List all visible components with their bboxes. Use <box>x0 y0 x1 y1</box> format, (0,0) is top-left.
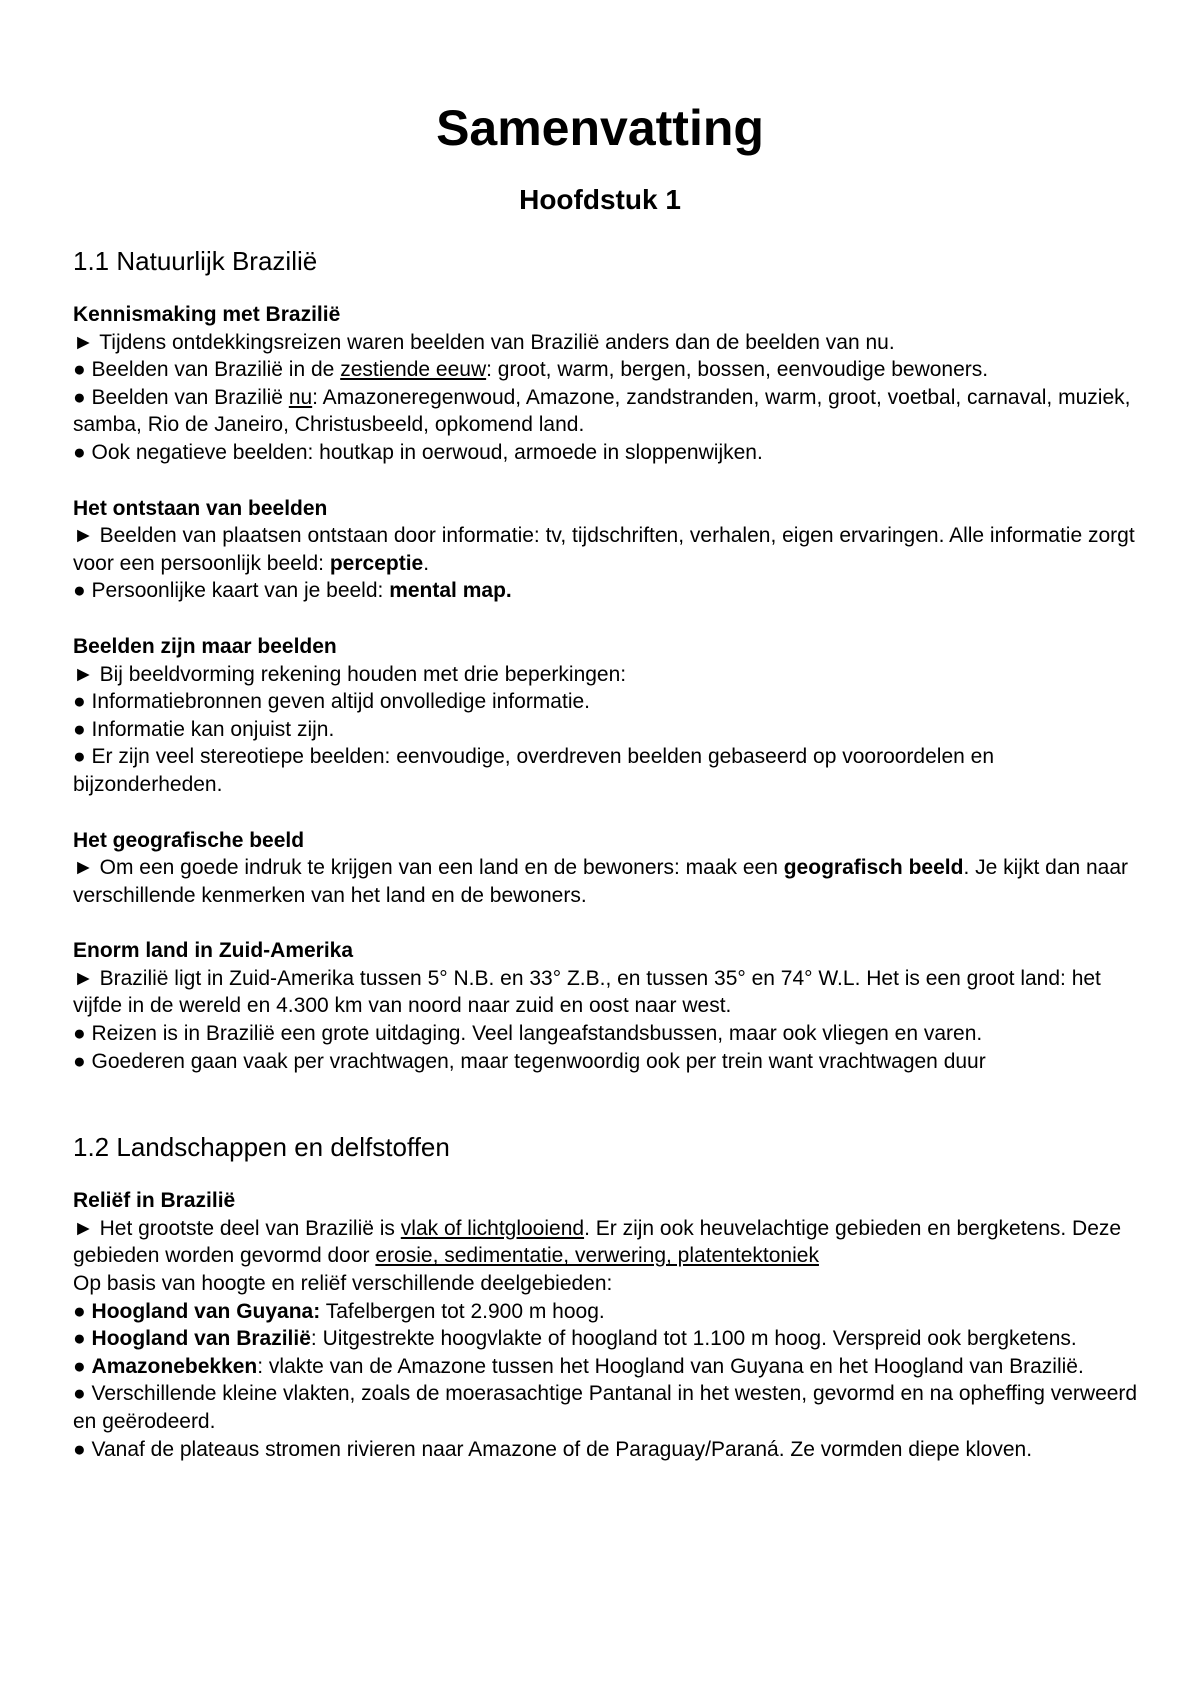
underlined-text: erosie, sedimentatie, verwering, platentektoniek <box>375 1244 819 1268</box>
bold-term: mental map. <box>389 579 512 603</box>
text-run: : Amazoneregenwoud, Amazone, zandstranden, warm, groot, voetbal, carnaval, muziek, samba, Rio de Janeiro, Christusbeeld, opkomend land. <box>73 385 1131 437</box>
paragraph: ● Reizen is in Brazilië een grote uitdaging. Veel langeafstandsbussen, maar ook vliegen en varen. <box>73 1022 983 1046</box>
subsection-heading: Het geografische beeld <box>73 828 305 852</box>
paragraph <box>73 854 1143 909</box>
text-run: Tafelbergen tot 2.900 m hoog. <box>320 1299 605 1323</box>
paragraph <box>73 1353 1143 1381</box>
subsection-beperkingen <box>73 633 1143 799</box>
paragraph: ► Brazilië ligt in Zuid-Amerika tussen 5° N.B. en 33° Z.B., en tussen 35° en 74° W.L. Het is een groot land: het vijfde in de wereld en 4.300 km van noord naar zuid en oost naar west. <box>73 966 1101 1018</box>
page-title: Samenvatting <box>436 100 764 156</box>
text-run: ● Beelden van Brazilië in de <box>73 358 341 382</box>
text-run: : groot, warm, bergen, bossen, eenvoudige bewoners. <box>486 358 989 382</box>
bold-term: perceptie <box>329 551 424 575</box>
paragraph: ● Informatie kan onjuist zijn. <box>73 717 335 741</box>
paragraph: Op basis van hoogte en reliëf verschillende deelgebieden: <box>73 1272 613 1296</box>
document-body <box>73 245 1143 1491</box>
paragraph <box>73 1325 1143 1353</box>
text-run: . Je kijkt dan naar verschillende kenmerken van het land en de bewoners. <box>73 856 1129 907</box>
text-run: ● Beelden van Brazilië <box>73 385 289 409</box>
subsection-geografisch <box>73 827 1143 910</box>
paragraph <box>73 356 1143 384</box>
bold-term: Hoogland van Brazilië <box>91 1327 311 1351</box>
text-run: . Er zijn ook heuvelachtige gebieden en bergketens. Deze gebieden worden gevormd door <box>73 1216 1122 1268</box>
section-heading-1-1: 1.1 Natuurlijk Brazilië <box>73 246 318 276</box>
subsection-relief <box>73 1187 1143 1463</box>
text-run: : Uitgestrekte hoogvlakte of hoogland tot 1.100 m hoog. Verspreid ook bergketens. <box>310 1327 1077 1351</box>
paragraph <box>73 577 1143 605</box>
underlined-text: zestiende eeuw <box>340 358 487 382</box>
paragraph <box>73 1215 1143 1270</box>
text-run: . <box>423 551 430 575</box>
paragraph: ● Informatiebronnen geven altijd onvolledige informatie. <box>73 690 590 714</box>
subsection-heading: Kennismaking met Brazilië <box>73 303 341 326</box>
bullet: ● <box>73 1327 92 1351</box>
underlined-text: vlak of lichtglooiend <box>400 1216 585 1240</box>
bullet: ● <box>73 1354 92 1378</box>
subsection-heading: Enorm land in Zuid-Amerika <box>73 939 354 963</box>
underlined-text: nu <box>288 385 313 409</box>
paragraph: ● Goederen gaan vaak per vrachtwagen, maar tegenwoordig ook per trein want vrachtwagen duur <box>73 1049 986 1073</box>
chapter-heading: Hoofdstuk 1 <box>519 184 681 215</box>
bullet: ● <box>73 1299 92 1323</box>
subsection-kennismaking <box>73 301 1143 467</box>
text-run: ► Om een goede indruk te krijgen van een land en de bewoners: maak een <box>73 856 784 880</box>
paragraph: ● Ook negatieve beelden: houtkap in oerwoud, armoede in sloppenwijken. <box>73 440 763 464</box>
paragraph <box>73 384 1143 439</box>
text-run: ► Het grootste deel van Brazilië is <box>73 1216 401 1240</box>
paragraph <box>73 522 1143 577</box>
paragraph <box>73 1298 1143 1326</box>
subsection-heading: Reliëf in Brazilië <box>73 1189 236 1213</box>
text-run: : vlakte van de Amazone tussen het Hoogland van Guyana en het Hoogland van Brazilië. <box>257 1354 1084 1378</box>
subsection-enorm-land <box>73 937 1143 1075</box>
paragraph: ► Tijdens ontdekkingsreizen waren beelden van Brazilië anders dan de beelden van nu. <box>73 330 895 354</box>
paragraph: ► Bij beeldvorming rekening houden met drie beperkingen: <box>73 662 627 686</box>
bold-term: geografisch beeld <box>783 856 964 880</box>
subsection-heading: Het ontstaan van beelden <box>73 496 328 520</box>
paragraph: ● Er zijn veel stereotiepe beelden: eenvoudige, overdreven beelden gebaseerd op vooroordelen en bijzonderheden. <box>73 745 994 796</box>
section-heading-1-2: 1.2 Landschappen en delfstoffen <box>73 1132 450 1163</box>
subsection-heading: Beelden zijn maar beelden <box>73 634 337 658</box>
paragraph: ● Verschillende kleine vlakten, zoals de moerasachtige Pantanal in het westen, gevormd en na opheffing verweerd en geërodeerd. <box>73 1382 1138 1433</box>
bold-term: Hoogland van Guyana: <box>91 1299 321 1323</box>
bold-term: Amazonebekken <box>91 1354 258 1378</box>
section-spacer <box>73 1103 1143 1131</box>
text-run: ● Persoonlijke kaart van je beeld: <box>73 579 390 603</box>
paragraph: ● Vanaf de plateaus stromen rivieren naar Amazone of de Paraguay/Paraná. Ze vormden diepe kloven. <box>73 1437 1033 1461</box>
text-run: ► Beelden van plaatsen ontstaan door informatie: tv, tijdschriften, verhalen, eigen ervaringen. Alle informatie zorgt voor een persoonlijk beeld: <box>73 524 1135 575</box>
subsection-ontstaan <box>73 495 1143 605</box>
